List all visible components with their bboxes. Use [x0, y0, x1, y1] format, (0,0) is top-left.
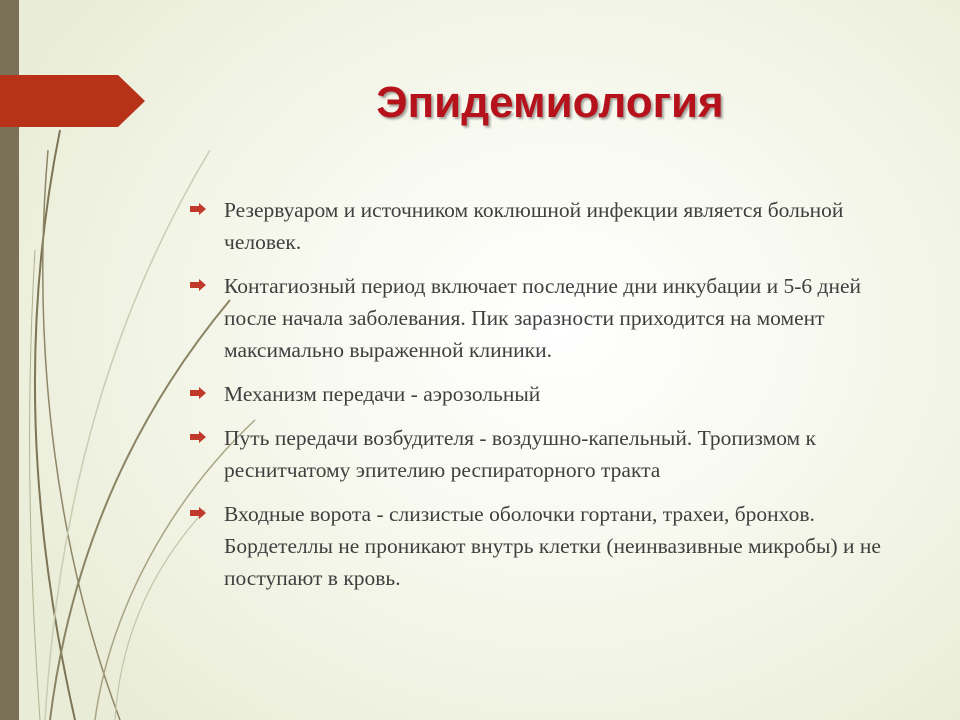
bullet-item [190, 194, 910, 258]
bullet-item [190, 498, 910, 594]
bullet-text: Входные ворота - слизистые оболочки гортани, трахеи, бронхов. Бордетеллы не проникают внутрь клетки (неинвазивные микробы) и не поступают в кровь. [224, 502, 881, 590]
arrow-right-icon [190, 431, 206, 443]
bullet-text: Резервуаром и источником коклюшной инфекции является больной человек. [224, 198, 844, 254]
arrow-right-icon [190, 387, 206, 399]
bullet-item [190, 270, 910, 366]
arrow-right-icon [190, 279, 206, 291]
arrow-right-icon [190, 507, 206, 519]
bullet-list [190, 194, 910, 606]
bullet-text: Механизм передачи - аэрозольный [224, 382, 541, 406]
bullet-item [190, 378, 910, 410]
arrow-right-icon [190, 203, 206, 215]
bullet-text: Контагиозный период включает последние дни инкубации и 5-6 дней после начала заболевания. Пик заразности приходится на момент максимально выраженной клиники. [224, 274, 862, 362]
title-accent-tab [0, 75, 145, 127]
bullet-item [190, 422, 910, 486]
slide-title: Эпидемиология [376, 78, 724, 127]
bullet-text: Путь передачи возбудителя - воздушно-капельный. Тропизмом к реснитчатому эпителию респираторного тракта [224, 426, 816, 482]
